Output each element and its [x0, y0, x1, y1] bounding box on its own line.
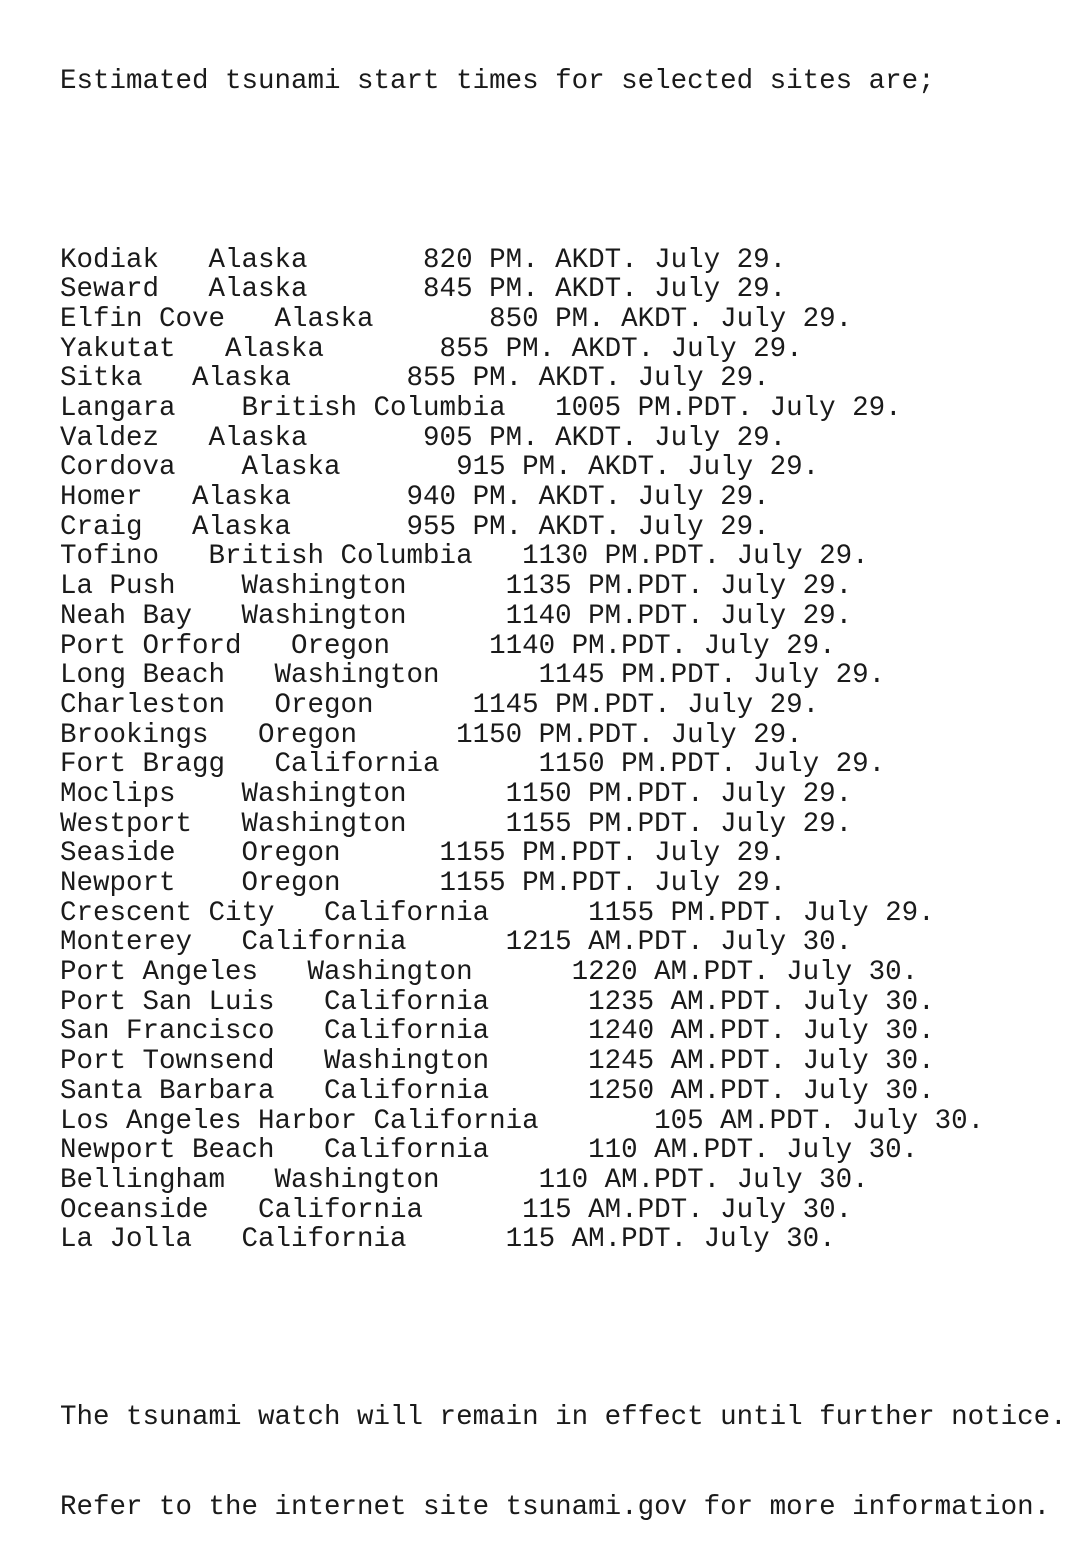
site-row: Bellingham Washington 110 AM.PDT. July 30.: [60, 1164, 869, 1196]
site-row: Charleston Oregon 1145 PM.PDT. July 29.: [60, 689, 820, 721]
site-row: Port Angeles Washington 1220 AM.PDT. July 30.: [60, 957, 919, 989]
site-row: Langara British Columbia 1005 PM.PDT. July 29.: [60, 393, 902, 425]
site-row: Craig Alaska 955 PM. AKDT. July 29.: [60, 511, 770, 543]
site-row: Port Orford Oregon 1140 PM.PDT. July 29.: [60, 630, 836, 662]
site-row: La Jolla California 115 AM.PDT. July 30.: [60, 1224, 836, 1256]
site-row: Moclips Washington 1150 PM.PDT. July 29.: [60, 778, 853, 810]
site-row: San Francisco California 1240 AM.PDT. July 30.: [60, 1016, 935, 1048]
intro-line: Estimated tsunami start times for selected sites are;: [60, 66, 935, 98]
site-row: Seaside Oregon 1155 PM.PDT. July 29.: [60, 838, 787, 870]
site-list: [60, 246, 1067, 1255]
blank-line: [60, 157, 1067, 187]
site-row: Long Beach Washington 1145 PM.PDT. July 29.: [60, 660, 886, 692]
site-row: Los Angeles Harbor California 105 AM.PDT. July 30.: [60, 1105, 985, 1137]
site-row: Kodiak Alaska 820 PM. AKDT. July 29.: [60, 244, 787, 276]
site-row: Port Townsend Washington 1245 AM.PDT. July 30.: [60, 1046, 935, 1078]
site-row: Santa Barbara California 1250 AM.PDT. July 30.: [60, 1075, 935, 1107]
site-row: Port San Luis California 1235 AM.PDT. July 30.: [60, 986, 935, 1018]
site-row: Sitka Alaska 855 PM. AKDT. July 29.: [60, 363, 770, 395]
footer-line: The tsunami watch will remain in effect until further notice.: [60, 1402, 1067, 1434]
site-row: Westport Washington 1155 PM.PDT. July 29.: [60, 808, 853, 840]
site-row: La Push Washington 1135 PM.PDT. July 29.: [60, 571, 853, 603]
site-row: Neah Bay Washington 1140 PM.PDT. July 29.: [60, 600, 853, 632]
site-row: Fort Bragg California 1150 PM.PDT. July 29.: [60, 749, 886, 781]
site-row: Homer Alaska 940 PM. AKDT. July 29.: [60, 482, 770, 514]
site-row: Newport Oregon 1155 PM.PDT. July 29.: [60, 868, 787, 900]
site-row: Monterey California 1215 AM.PDT. July 30.: [60, 927, 853, 959]
site-row: Yakutat Alaska 855 PM. AKDT. July 29.: [60, 333, 803, 365]
site-row: Elfin Cove Alaska 850 PM. AKDT. July 29.: [60, 303, 853, 335]
site-row: Cordova Alaska 915 PM. AKDT. July 29.: [60, 452, 820, 484]
tsunami-bulletin: [60, 8, 1067, 1552]
blank-line: [60, 1314, 1067, 1344]
site-row: Brookings Oregon 1150 PM.PDT. July 29.: [60, 719, 803, 751]
site-row: Newport Beach California 110 AM.PDT. July 30.: [60, 1135, 919, 1167]
site-row: Valdez Alaska 905 PM. AKDT. July 29.: [60, 422, 787, 454]
site-row: Tofino British Columbia 1130 PM.PDT. July 29.: [60, 541, 869, 573]
footer-line: Refer to the internet site tsunami.gov for more information.: [60, 1491, 1051, 1523]
site-row: Seward Alaska 845 PM. AKDT. July 29.: [60, 274, 787, 306]
site-row: Oceanside California 115 AM.PDT. July 30.: [60, 1194, 853, 1226]
site-row: Crescent City California 1155 PM.PDT. July 29.: [60, 897, 935, 929]
